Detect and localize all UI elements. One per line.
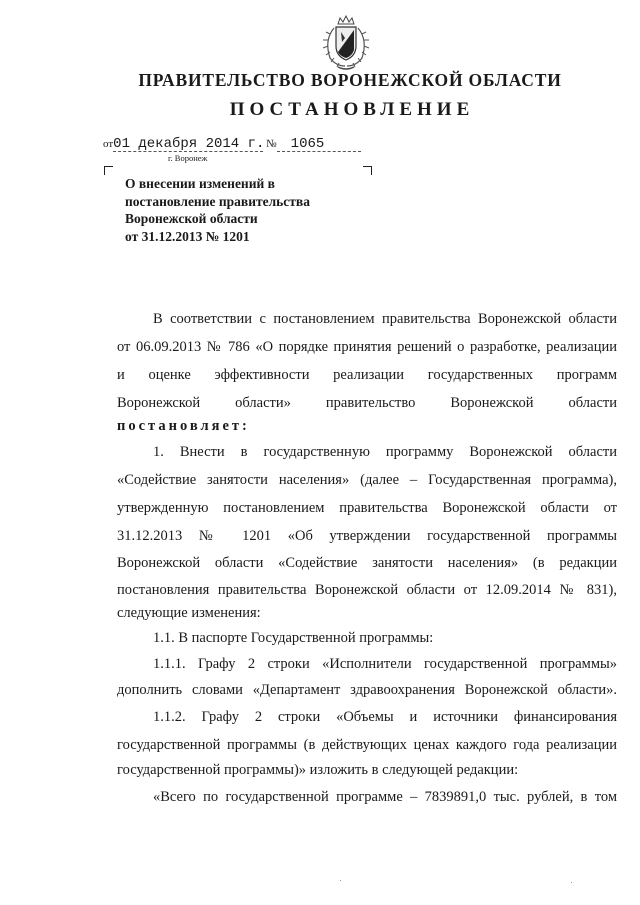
corner-mark-left	[104, 166, 113, 175]
body-line: постановления правительства Воронежской области от 12.09.2014 № 831),	[117, 582, 617, 598]
subject-line: от 31.12.2013 № 1201	[125, 228, 250, 244]
body-line: «Всего по государственной программе – 7839891,0 тыс. рублей, в том	[153, 789, 617, 805]
body-line: 1.1.1. Графу 2 строки «Исполнители государственной программы»	[153, 656, 617, 672]
body-line: «Содействие занятости населения» (далее – Государственная программа),	[117, 472, 617, 488]
corner-mark-right	[363, 166, 372, 175]
body-line: утвержденную постановлением правительства Воронежской области от	[117, 500, 617, 516]
date-prefix: от	[103, 138, 114, 150]
body-line: 31.12.2013 № 1201 «Об утверждении государственной программы	[117, 528, 617, 544]
body-line: государственной программы)» изложить в следующей редакции:	[117, 762, 519, 778]
body-line: следующие изменения:	[117, 605, 261, 621]
body-line: и оценке эффективности реализации государственных программ	[117, 367, 617, 383]
subject-line: О внесении изменений в	[125, 176, 275, 191]
number-prefix: №	[266, 138, 277, 150]
body-line: Воронежской области «Содействие занятости населения» (в редакции	[117, 555, 617, 571]
subject-line: Воронежской области	[125, 211, 258, 226]
body-line: 1.1.2. Графу 2 строки «Объемы и источники финансирования	[153, 709, 617, 725]
body-line: В соответствии с постановлением правительства Воронежской области	[153, 311, 617, 327]
document-date: 01 декабря 2014 г.	[113, 136, 265, 152]
body-line: 1.1. В паспорте Государственной программы:	[153, 630, 434, 646]
body-line: государственной программы (в действующих ценах каждого года реализации	[117, 737, 617, 753]
document-city: г. Воронеж	[168, 153, 208, 163]
scan-speck	[571, 882, 572, 883]
subject-line: постановление правительства	[125, 193, 310, 209]
document-number: 1065	[277, 137, 361, 152]
date-number-row	[103, 136, 361, 152]
coat-of-arms-icon	[318, 14, 374, 72]
resolves-keyword: постановляет:	[117, 418, 250, 434]
body-line: 1. Внести в государственную программу Воронежской области	[153, 444, 617, 460]
organization-title: ПРАВИТЕЛЬСТВО ВОРОНЕЖСКОЙ ОБЛАСТИ	[138, 70, 562, 90]
body-line: дополнить словами «Департамент здравоохранения Воронежской области».	[117, 682, 617, 698]
document-subject	[125, 175, 310, 245]
body-line: от 06.09.2013 № 786 «О порядке принятия решений о разработке, реализации	[117, 339, 617, 355]
document-type: ПОСТАНОВЛЕНИЕ	[229, 99, 475, 120]
body-line: Воронежской области» правительство Воронежской области	[117, 395, 617, 411]
scan-speck	[340, 880, 341, 881]
